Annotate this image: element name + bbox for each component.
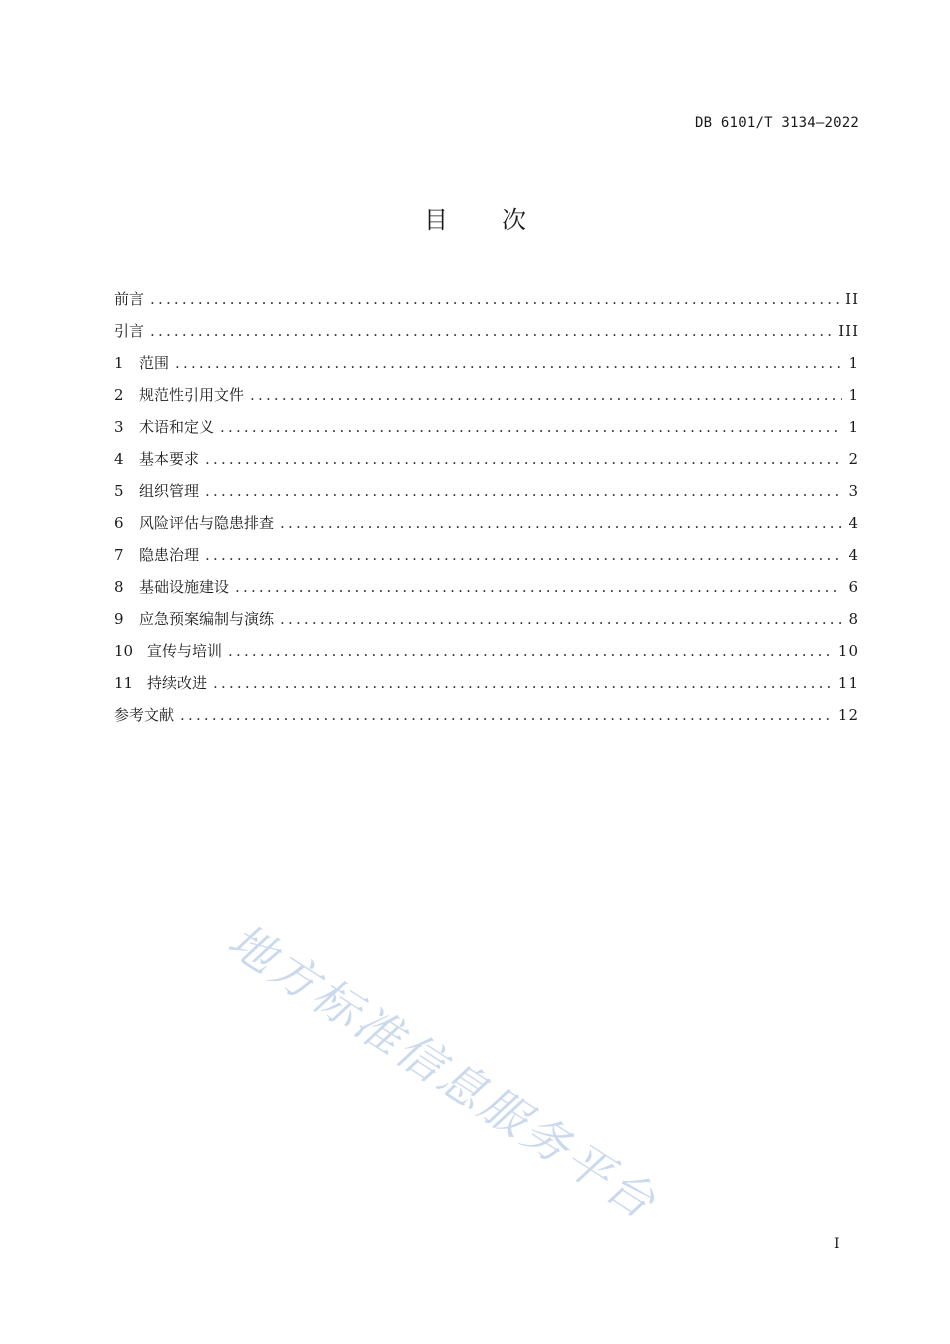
toc-entry-7[interactable] bbox=[114, 542, 859, 574]
toc-entry-references[interactable] bbox=[114, 702, 859, 734]
toc-label: 基础设施建设 bbox=[139, 578, 230, 596]
toc-page: 12 bbox=[837, 706, 859, 724]
toc-entry-5[interactable] bbox=[114, 478, 859, 510]
toc-label: 参考文献 bbox=[114, 706, 175, 724]
toc-entry-1[interactable] bbox=[114, 350, 859, 382]
toc-number: 3 bbox=[114, 418, 124, 436]
toc-entry-8[interactable] bbox=[114, 574, 859, 606]
toc-label: 应急预案编制与演练 bbox=[139, 610, 275, 628]
toc-dot-leader bbox=[175, 350, 842, 376]
toc-label: 持续改进 bbox=[147, 674, 208, 692]
toc-number: 5 bbox=[114, 482, 124, 500]
page-title bbox=[0, 200, 950, 235]
toc-label: 前言 bbox=[114, 290, 145, 308]
toc-label: 组织管理 bbox=[139, 482, 200, 500]
toc-label: 引言 bbox=[114, 322, 145, 340]
document-code: DB 6101/T 3134—2022 bbox=[695, 115, 859, 131]
toc-dot-leader bbox=[205, 542, 842, 568]
toc-dot-leader bbox=[280, 606, 842, 632]
toc-entry-introduction[interactable] bbox=[114, 318, 859, 350]
toc-page: 3 bbox=[848, 482, 859, 500]
toc-entry-4[interactable] bbox=[114, 446, 859, 478]
title-part-2: 次 bbox=[502, 206, 526, 234]
toc-entry-3[interactable] bbox=[114, 414, 859, 446]
toc-dot-leader bbox=[205, 446, 842, 472]
toc-page: 2 bbox=[848, 450, 859, 468]
toc-entry-11[interactable] bbox=[114, 670, 859, 702]
toc-page: 4 bbox=[848, 514, 859, 532]
toc-page: 4 bbox=[848, 546, 859, 564]
toc-page: 1 bbox=[848, 386, 859, 404]
toc-page: 11 bbox=[837, 674, 859, 692]
toc-dot-leader bbox=[213, 670, 832, 696]
toc-page: 1 bbox=[848, 418, 859, 436]
toc-number: 9 bbox=[114, 610, 124, 628]
table-of-contents bbox=[114, 286, 859, 734]
toc-dot-leader bbox=[150, 286, 839, 312]
title-part-1: 目 bbox=[424, 206, 448, 234]
toc-number: 11 bbox=[114, 674, 134, 692]
page-number: I bbox=[834, 1236, 840, 1252]
toc-number: 7 bbox=[114, 546, 124, 564]
toc-dot-leader bbox=[150, 318, 832, 344]
toc-dot-leader bbox=[220, 414, 842, 440]
toc-number: 6 bbox=[114, 514, 124, 532]
toc-label: 隐患治理 bbox=[139, 546, 200, 564]
toc-label: 宣传与培训 bbox=[147, 642, 223, 660]
toc-entry-foreword[interactable] bbox=[114, 286, 859, 318]
toc-entry-9[interactable] bbox=[114, 606, 859, 638]
toc-number: 2 bbox=[114, 386, 124, 404]
toc-number: 1 bbox=[114, 354, 124, 372]
toc-dot-leader bbox=[280, 510, 842, 536]
toc-entry-10[interactable] bbox=[114, 638, 859, 670]
toc-number: 10 bbox=[114, 642, 134, 660]
toc-label: 规范性引用文件 bbox=[139, 386, 245, 404]
toc-entry-2[interactable] bbox=[114, 382, 859, 414]
toc-label: 风险评估与隐患排查 bbox=[139, 514, 275, 532]
toc-label: 基本要求 bbox=[139, 450, 200, 468]
toc-page: 8 bbox=[848, 610, 859, 628]
toc-page: 6 bbox=[848, 578, 859, 596]
toc-page: 1 bbox=[848, 354, 859, 372]
toc-number: 8 bbox=[114, 578, 124, 596]
toc-number: 4 bbox=[114, 450, 124, 468]
toc-page: II bbox=[845, 290, 859, 308]
toc-dot-leader bbox=[205, 478, 842, 504]
toc-dot-leader bbox=[180, 702, 832, 728]
toc-dot-leader bbox=[235, 574, 842, 600]
toc-page: 10 bbox=[837, 642, 859, 660]
toc-entry-6[interactable] bbox=[114, 510, 859, 542]
toc-label: 范围 bbox=[139, 354, 170, 372]
toc-label: 术语和定义 bbox=[139, 418, 215, 436]
toc-dot-leader bbox=[228, 638, 832, 664]
toc-page: III bbox=[838, 322, 859, 340]
toc-dot-leader bbox=[250, 382, 842, 408]
watermark: 地方标准信息服务平台 bbox=[218, 912, 668, 1231]
